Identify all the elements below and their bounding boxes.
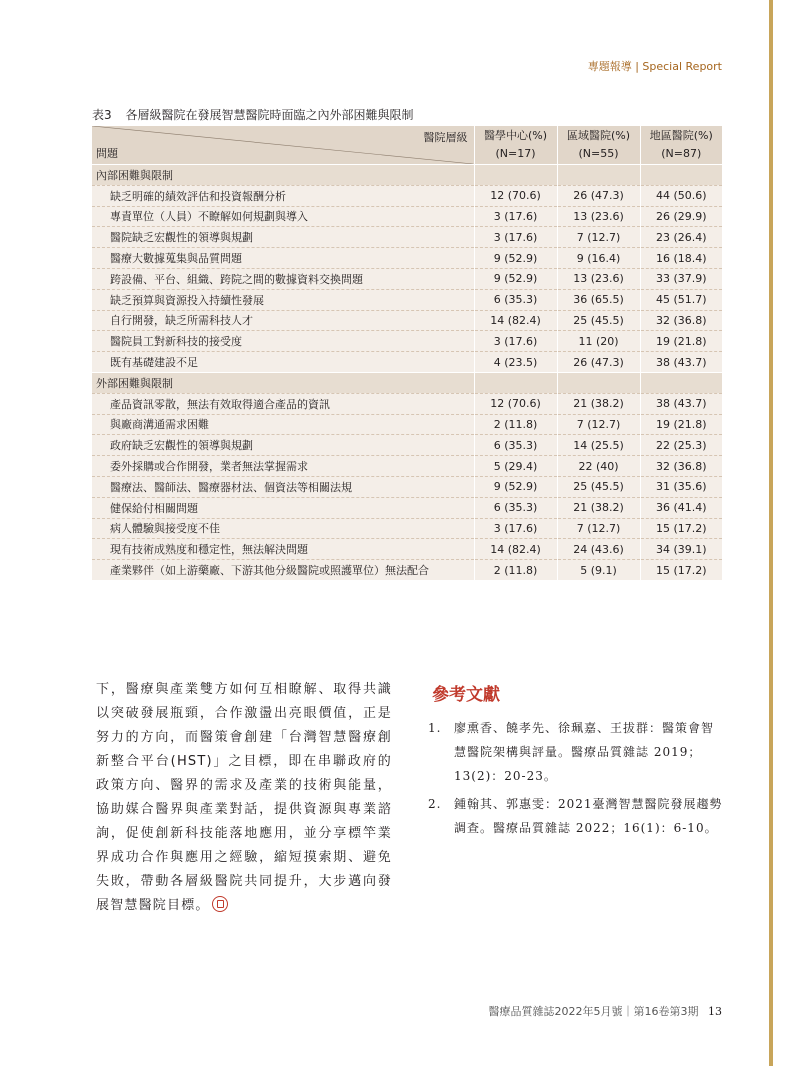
article-end-icon (212, 896, 228, 912)
row-label: 現有技術成熟度和穩定性，無法解決問題 (92, 539, 474, 560)
page-number: 13 (708, 1005, 722, 1018)
table-row (92, 185, 722, 206)
value-cell: 2 (11.8) (474, 414, 557, 435)
column-label: 區域醫院(%) (566, 129, 631, 142)
value-cell: 19 (21.8) (640, 414, 722, 435)
row-label: 跨設備、平台、組織、跨院之間的數據資料交換問題 (92, 268, 474, 289)
running-header: 專題報導 | Special Report (587, 60, 722, 73)
table-row (92, 476, 722, 497)
table-row (92, 268, 722, 289)
table-row (92, 497, 722, 518)
value-cell: 12 (70.6) (474, 185, 557, 206)
reference-item (428, 716, 724, 788)
row-label: 產品資訊零散，無法有效取得適合產品的資訊 (92, 393, 474, 414)
section-header-row (92, 165, 722, 186)
table-row (92, 206, 722, 227)
value-cell: 45 (51.7) (640, 289, 722, 310)
value-cell: 13 (23.6) (557, 268, 640, 289)
value-cell: 9 (52.9) (474, 248, 557, 269)
value-cell: 38 (43.7) (640, 352, 722, 373)
value-cell: 44 (50.6) (640, 185, 722, 206)
column-header-regional-hospital (557, 126, 640, 165)
body-paragraph-text: 下，醫療與產業雙方如何互相瞭解、取得共識以突破發展瓶頸，合作激盪出亮眼價值，正是努力的方向，而醫策會創建「台灣智慧醫療創新整合平台(HST)」之目標，即在串聯政府的政策方向、醫界的需求及產業的技術與能量，協助媒合醫界與產業對話，提供資源與專業諮詢，促使創新科技能落地應用，並分享標竿業界成功合作與應用之經驗，縮短摸索期、避免失敗，帶動各層級醫院共同提升，大步邁向發展智慧醫院目標。 (96, 682, 392, 913)
section-title: 外部困難與限制 (92, 372, 474, 393)
table-row (92, 414, 722, 435)
value-cell: 15 (17.2) (640, 560, 722, 580)
value-cell: 7 (12.7) (557, 518, 640, 539)
corner-header-cell (92, 126, 474, 165)
value-cell: 5 (29.4) (474, 456, 557, 477)
row-label: 自行開發，缺乏所需科技人才 (92, 310, 474, 331)
table-row (92, 560, 722, 580)
value-cell: 6 (35.3) (474, 497, 557, 518)
table-row (92, 227, 722, 248)
section-empty-cell (474, 165, 557, 186)
column-n: (N=87) (661, 147, 702, 160)
row-label: 產業夥伴（如上游藥廠、下游其他分級醫院或照護單位）無法配合 (92, 560, 474, 580)
value-cell: 3 (17.6) (474, 227, 557, 248)
row-label: 政府缺乏宏觀性的領導與規劃 (92, 435, 474, 456)
value-cell: 32 (36.8) (640, 456, 722, 477)
value-cell: 9 (16.4) (557, 248, 640, 269)
value-cell: 11 (20) (557, 331, 640, 352)
corner-label-hospital-level: 醫院層級 (423, 131, 468, 144)
row-label: 健保給付相關問題 (92, 497, 474, 518)
value-cell: 22 (25.3) (640, 435, 722, 456)
row-label: 缺乏預算與資源投入持續性發展 (92, 289, 474, 310)
diagonal-line (92, 126, 474, 164)
references-title: 參考文獻 (432, 685, 500, 705)
table-number: 表3 (92, 108, 112, 122)
value-cell: 22 (40) (557, 456, 640, 477)
table-row (92, 456, 722, 477)
page-edge-bar (769, 0, 773, 1066)
survey-table (92, 126, 722, 580)
section-empty-cell (640, 165, 722, 186)
table-row (92, 393, 722, 414)
corner-label-issue: 問題 (96, 147, 118, 160)
page-footer (489, 1003, 723, 1019)
row-label: 既有基礎建設不足 (92, 352, 474, 373)
table-row (92, 539, 722, 560)
value-cell: 19 (21.8) (640, 331, 722, 352)
value-cell: 16 (18.4) (640, 248, 722, 269)
value-cell: 9 (52.9) (474, 476, 557, 497)
table-header-row (92, 126, 722, 165)
section-header-row (92, 372, 722, 393)
reference-number: 2. (428, 797, 442, 811)
reference-item (428, 792, 724, 840)
section-empty-cell (640, 372, 722, 393)
value-cell: 15 (17.2) (640, 518, 722, 539)
value-cell: 38 (43.7) (640, 393, 722, 414)
value-cell: 32 (36.8) (640, 310, 722, 331)
table-row (92, 435, 722, 456)
value-cell: 3 (17.6) (474, 518, 557, 539)
row-label: 醫院員工對新科技的接受度 (92, 331, 474, 352)
value-cell: 12 (70.6) (474, 393, 557, 414)
value-cell: 31 (35.6) (640, 476, 722, 497)
value-cell: 26 (47.3) (557, 185, 640, 206)
value-cell: 36 (65.5) (557, 289, 640, 310)
value-cell: 21 (38.2) (557, 393, 640, 414)
table-row (92, 331, 722, 352)
value-cell: 9 (52.9) (474, 268, 557, 289)
column-label: 醫學中心(%) (483, 129, 548, 142)
column-n: (N=55) (578, 147, 619, 160)
body-paragraph (96, 678, 392, 918)
value-cell: 34 (39.1) (640, 539, 722, 560)
table-row (92, 248, 722, 269)
value-cell: 14 (82.4) (474, 310, 557, 331)
column-label: 地區醫院(%) (649, 129, 713, 142)
row-label: 委外採購或合作開發，業者無法掌握需求 (92, 456, 474, 477)
journal-issue: 醫療品質雜誌2022年5月號｜第16卷第3期 (488, 1005, 699, 1018)
table-row (92, 289, 722, 310)
value-cell: 6 (35.3) (474, 435, 557, 456)
value-cell: 33 (37.9) (640, 268, 722, 289)
row-label: 病人體驗與接受度不佳 (92, 518, 474, 539)
row-label: 專責單位（人員）不瞭解如何規劃與導入 (92, 206, 474, 227)
value-cell: 14 (25.5) (557, 435, 640, 456)
reference-text: 廖熏香、饒孝先、徐珮嘉、王拔群：醫策會智慧醫院架構與評量。醫療品質雜誌 2019；13(2)：20-23。 (454, 721, 715, 783)
value-cell: 25 (45.5) (557, 476, 640, 497)
value-cell: 14 (82.4) (474, 539, 557, 560)
table-row (92, 352, 722, 373)
column-header-district-hospital (640, 126, 722, 165)
column-n: (N=17) (495, 147, 536, 160)
value-cell: 23 (26.4) (640, 227, 722, 248)
value-cell: 26 (29.9) (640, 206, 722, 227)
column-header-medical-center (474, 126, 557, 165)
section-empty-cell (474, 372, 557, 393)
references-list (428, 716, 724, 844)
row-label: 醫療法、醫師法、醫療器材法、個資法等相關法規 (92, 476, 474, 497)
section-empty-cell (557, 372, 640, 393)
value-cell: 36 (41.4) (640, 497, 722, 518)
row-label: 缺乏明確的績效評估和投資報酬分析 (92, 185, 474, 206)
value-cell: 3 (17.6) (474, 331, 557, 352)
section-empty-cell (557, 165, 640, 186)
value-cell: 2 (11.8) (474, 560, 557, 580)
table-caption (92, 106, 413, 123)
table-row (92, 310, 722, 331)
row-label: 與廠商溝通需求困難 (92, 414, 474, 435)
value-cell: 24 (43.6) (557, 539, 640, 560)
row-label: 醫療大數據蒐集與品質問題 (92, 248, 474, 269)
section-title: 內部困難與限制 (92, 165, 474, 186)
table-row (92, 518, 722, 539)
value-cell: 5 (9.1) (557, 560, 640, 580)
row-label: 醫院缺乏宏觀性的領導與規劃 (92, 227, 474, 248)
value-cell: 7 (12.7) (557, 414, 640, 435)
value-cell: 6 (35.3) (474, 289, 557, 310)
value-cell: 26 (47.3) (557, 352, 640, 373)
value-cell: 4 (23.5) (474, 352, 557, 373)
reference-text: 鍾翰其、郭惠雯：2021臺灣智慧醫院發展趨勢調查。醫療品質雜誌 2022；16(1)：6-10。 (454, 797, 723, 835)
value-cell: 7 (12.7) (557, 227, 640, 248)
reference-number: 1. (428, 721, 442, 735)
value-cell: 13 (23.6) (557, 206, 640, 227)
value-cell: 3 (17.6) (474, 206, 557, 227)
value-cell: 21 (38.2) (557, 497, 640, 518)
value-cell: 25 (45.5) (557, 310, 640, 331)
table-title: 各層級醫院在發展智慧醫院時面臨之內外部困難與限制 (125, 108, 414, 122)
